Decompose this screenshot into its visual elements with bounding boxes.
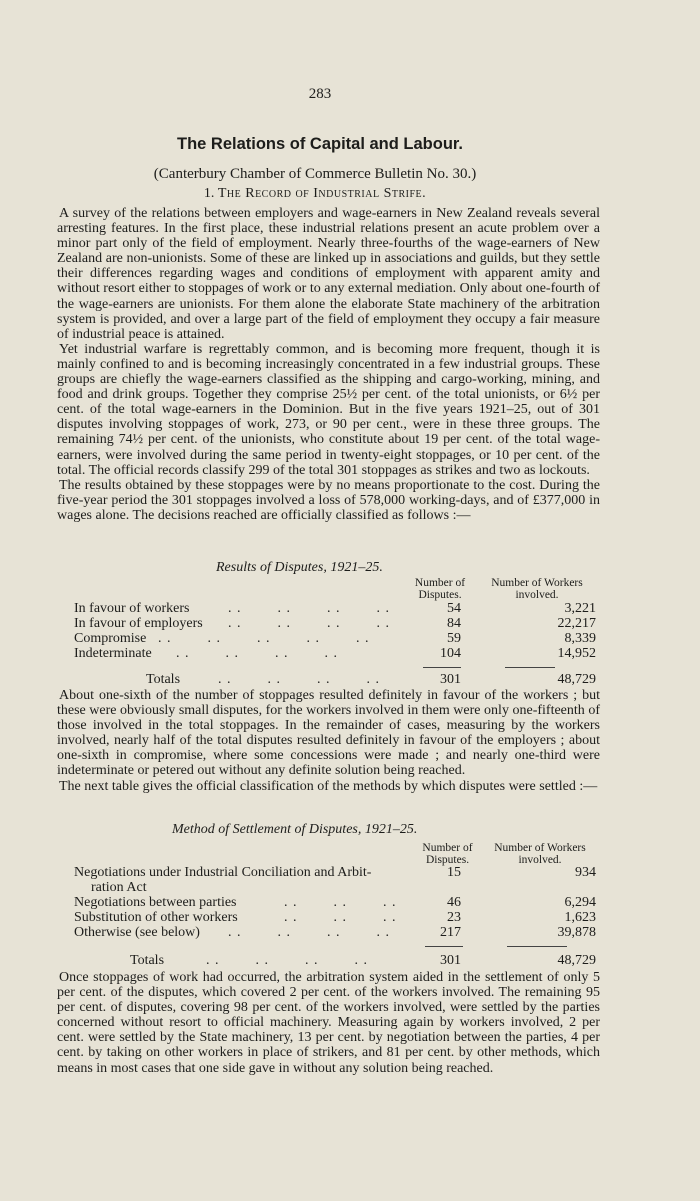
- row-label: Totals: [146, 672, 181, 687]
- table-row-continuation: [74, 880, 594, 896]
- row-disputes: 301: [440, 953, 461, 968]
- leader-dots: . . . . . . . .: [218, 672, 380, 687]
- table1-col-workers: Number of Workers involved.: [491, 577, 583, 601]
- table1-col-disputes: Number of Disputes.: [414, 577, 466, 601]
- row-label: Substitution of other workers: [74, 910, 238, 925]
- table1-caption: Results of Disputes, 1921–25.: [216, 560, 383, 575]
- row-label: Totals: [130, 953, 165, 968]
- row-label: Negotiations under Industrial Conciliation and Arbit-: [74, 865, 372, 880]
- row-workers: 8,339: [564, 631, 596, 646]
- body-text-middle: [57, 688, 600, 794]
- table1-sum-rule: [423, 667, 461, 668]
- table-row: [74, 616, 594, 632]
- row-disputes: 46: [447, 895, 461, 910]
- page-number: 283: [308, 86, 332, 102]
- page-title: The Relations of Capital and Labour.: [176, 135, 464, 153]
- row-label-continued: ration Act: [91, 880, 147, 895]
- table-row: [74, 925, 594, 941]
- row-disputes: 84: [447, 616, 461, 631]
- table-row: [74, 910, 594, 926]
- row-label: Otherwise (see below): [74, 925, 200, 940]
- table-row: [74, 865, 594, 881]
- table2-col-disputes: Number of Disputes.: [422, 842, 473, 866]
- leader-dots: . . . . . .: [284, 895, 397, 910]
- paragraph-6: Once stoppages of work had occurred, the arbitration system aided in the settlement of only 5 per cent. of the disputes, which covered 2 per cent. of the workers involved. The remaining 95 per cent. of disputes, covering 98 per cent. of the workers involved, were settled by the parties concerned without resort to official machinery. Measuring again by workers involved, 2 per cent. were settled by the State machinery, 13 per cent. by negotiation between the parties, 4 per cent. by taking on other workers in place of strikers, and 81 per cent. by other methods, which means in most cases that one side gave in without any solution being reached.: [57, 970, 600, 1076]
- table-row: [74, 895, 594, 911]
- row-label: Indeterminate: [74, 646, 152, 661]
- row-workers: 3,221: [564, 601, 596, 616]
- table2-col-workers: Number of Workers involved.: [494, 842, 586, 866]
- leader-dots: . . . . . . . .: [228, 616, 390, 631]
- row-workers: 48,729: [557, 953, 596, 968]
- body-text-top: [57, 206, 600, 523]
- paragraph-1: A survey of the relations between employers and wage-earners in New Zealand reveals several arresting features. In the first place, these industrial relations present an acute problem over a minor part only of the field of employment. Nearly three-fourths of the wage-earners of New Zealand are non-unionists. Some of these are linked up in associations and guilds, but they settle their differences regarding wages and conditions of employment with apparent amity and without resort either to stoppages of work or to any external mediation. Only about one-fourth of the wage-earners are unionists. For them alone the elaborate State machinery of the arbitration system is provided, and over a large part of the field of employment they occupy a fair measure of industrial peace is attained.: [57, 206, 600, 342]
- table-row: [74, 601, 594, 617]
- table-row-total: [74, 953, 594, 969]
- table1-sum-rule: [505, 667, 555, 668]
- row-disputes: 104: [440, 646, 461, 661]
- row-disputes: 301: [440, 672, 461, 687]
- body-text-bottom: [57, 970, 600, 1076]
- table2-caption: Method of Settlement of Disputes, 1921–25.: [172, 822, 418, 837]
- row-label: Compromise: [74, 631, 147, 646]
- leader-dots: . . . . . . . .: [228, 925, 390, 940]
- leader-dots: . . . . . .: [284, 910, 397, 925]
- row-workers: 14,952: [557, 646, 596, 661]
- section-number: 1.: [203, 186, 215, 201]
- table2-sum-rule: [507, 946, 567, 947]
- row-disputes: 15: [447, 865, 461, 880]
- row-workers: 22,217: [557, 616, 596, 631]
- leader-dots: . . . . . . . . . .: [158, 631, 370, 646]
- row-disputes: 59: [447, 631, 461, 646]
- paragraph-2: Yet industrial warfare is regrettably common, and is becoming more frequent, though it is mainly confined to and is becoming increasingly concentrated in a few industrial groups. These groups are chiefly the wage-earners classified as the shipping and cargo-working, mining, and food and drink groups. Together they comprise 25½ per cent. of the total unionists, or 6½ per cent. of the total wage-earners in the Dominion. But in the five years 1921–25, out of 301 disputes involving stoppages of work, 273, or 90 per cent., were in these three groups. The remaining 74½ per cent. of the unionists, who constitute about 19 per cent. of the total wage-earners, were involved during the same period in twenty-eight stoppages, or 10 per cent. of the total. The official records classify 299 of the total 301 stoppages as strikes and two as lockouts.: [57, 341, 600, 478]
- subtitle: (Canterbury Chamber of Commerce Bulletin No. 30.): [153, 166, 477, 182]
- row-disputes: 54: [447, 601, 461, 616]
- paragraph-5: The next table gives the official classification of the methods by which disputes were settled :—: [59, 778, 598, 794]
- leader-dots: . . . . . . . .: [176, 646, 338, 661]
- row-workers: 39,878: [557, 925, 596, 940]
- table-row: [74, 631, 594, 647]
- row-workers: 1,623: [564, 910, 596, 925]
- row-label: In favour of workers: [74, 601, 190, 616]
- table-row-total: [74, 672, 594, 688]
- row-workers: 48,729: [557, 672, 596, 687]
- section-title: The Record of Industrial Strife.: [217, 186, 427, 201]
- paragraph-3: The results obtained by these stoppages were by no means proportionate to the cost. During the five-year period the 301 stoppages involved a loss of 578,000 working-days, and of £377,000 in wages alone. The decisions reached are officially classified as follows :—: [57, 477, 600, 523]
- leader-dots: . . . . . . . .: [206, 953, 368, 968]
- table-row: [74, 646, 594, 662]
- table2-sum-rule: [425, 946, 463, 947]
- leader-dots: . . . . . . . .: [228, 601, 390, 616]
- row-label: In favour of employers: [74, 616, 203, 631]
- row-label: Negotiations between parties: [74, 895, 237, 910]
- row-workers: 934: [575, 865, 596, 880]
- paragraph-4: About one-sixth of the number of stoppages resulted definitely in favour of the workers ; but these were obviously small disputes, for the workers involved in them were only one-fifteenth of those involved in the total stoppages. In the remainder of cases, measuring by the workers involved, nearly half of the total disputes resulted definitely in favour of the employers ; about one-sixth in compromise, where some concessions were made ; and nearly one-third were indeterminate or petered out without any definite solution being reached.: [57, 688, 600, 779]
- row-disputes: 23: [447, 910, 461, 925]
- row-workers: 6,294: [564, 895, 596, 910]
- row-disputes: 217: [440, 925, 461, 940]
- section-heading: [0, 186, 630, 202]
